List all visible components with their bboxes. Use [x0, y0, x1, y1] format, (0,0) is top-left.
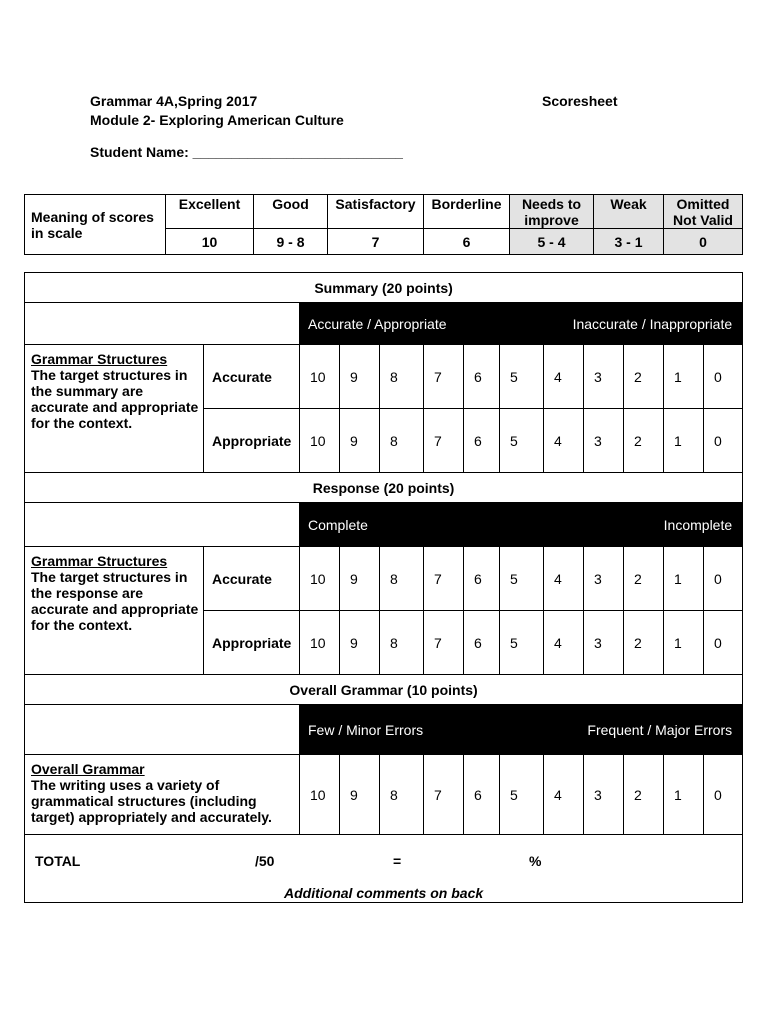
- scale-label-3: Borderline: [424, 195, 510, 229]
- score-option-9[interactable]: 9: [340, 345, 380, 409]
- score-option-5[interactable]: 5: [500, 409, 544, 473]
- section-title: Overall Grammar (10 points): [25, 675, 743, 705]
- module-title: Module 2- Exploring American Culture: [90, 112, 344, 128]
- score-option-1[interactable]: 1: [664, 547, 704, 611]
- scale-label-0: Excellent: [166, 195, 254, 229]
- score-option-4[interactable]: 4: [544, 611, 584, 675]
- student-name-field[interactable]: Student Name: ___________________________: [90, 144, 403, 160]
- course-title: Grammar 4A,Spring 2017: [90, 93, 258, 109]
- total-label: TOTAL: [35, 853, 81, 869]
- score-option-5[interactable]: 5: [500, 755, 544, 835]
- score-option-10[interactable]: 10: [300, 409, 340, 473]
- scale-label-2: Satisfactory: [328, 195, 424, 229]
- bar-right-label: Inaccurate / Inappropriate: [572, 315, 733, 332]
- score-option-1[interactable]: 1: [664, 409, 704, 473]
- score-option-3[interactable]: 3: [584, 611, 624, 675]
- criterion-accurate: Accurate: [204, 547, 300, 611]
- score-option-5[interactable]: 5: [500, 547, 544, 611]
- total-out-of[interactable]: /50: [255, 853, 275, 869]
- score-option-1[interactable]: 1: [664, 611, 704, 675]
- scale-value-1: 9 - 8: [254, 229, 328, 255]
- score-option-1[interactable]: 1: [664, 345, 704, 409]
- score-option-10[interactable]: 10: [300, 345, 340, 409]
- scale-direction-bar: [300, 705, 743, 755]
- scale-value-0: 10: [166, 229, 254, 255]
- score-option-7[interactable]: 7: [424, 547, 464, 611]
- score-option-5[interactable]: 5: [500, 345, 544, 409]
- criterion-description: Grammar Structures The target structures in the summary are accurate and appropriate for the context.: [25, 345, 204, 473]
- section-title: Response (20 points): [25, 473, 743, 503]
- score-option-1[interactable]: 1: [664, 755, 704, 835]
- score-option-8[interactable]: 8: [380, 547, 424, 611]
- scale-label-5: Weak: [594, 195, 664, 229]
- scale-value-5: 3 - 1: [594, 229, 664, 255]
- rubric-table: [24, 272, 743, 903]
- score-option-6[interactable]: 6: [464, 755, 500, 835]
- score-option-8[interactable]: 8: [380, 755, 424, 835]
- bar-right-label: Frequent / Major Errors: [587, 721, 733, 738]
- bar-left-label: Few / Minor Errors: [308, 721, 424, 738]
- scale-value-4: 5 - 4: [510, 229, 594, 255]
- score-option-6[interactable]: 6: [464, 409, 500, 473]
- bar-left-label: Accurate / Appropriate: [308, 315, 447, 332]
- scale-value-2: 7: [328, 229, 424, 255]
- score-option-10[interactable]: 10: [300, 611, 340, 675]
- blank-cell: [25, 303, 300, 345]
- score-option-4[interactable]: 4: [544, 409, 584, 473]
- score-option-6[interactable]: 6: [464, 611, 500, 675]
- score-option-3[interactable]: 3: [584, 409, 624, 473]
- score-option-5[interactable]: 5: [500, 611, 544, 675]
- total-equals: =: [393, 853, 402, 869]
- criterion-description: Grammar Structures The target structures in the response are accurate and appropriate for the context.: [25, 547, 204, 675]
- score-option-2[interactable]: 2: [624, 409, 664, 473]
- score-option-6[interactable]: 6: [464, 345, 500, 409]
- score-option-10[interactable]: 10: [300, 755, 340, 835]
- score-option-0[interactable]: 0: [704, 611, 743, 675]
- document-type: Scoresheet: [542, 93, 618, 109]
- score-option-7[interactable]: 7: [424, 611, 464, 675]
- bar-right-label: Incomplete: [663, 516, 733, 533]
- score-option-2[interactable]: 2: [624, 611, 664, 675]
- scale-label-4: Needs to improve: [510, 195, 594, 229]
- score-option-8[interactable]: 8: [380, 409, 424, 473]
- score-option-6[interactable]: 6: [464, 547, 500, 611]
- criterion-accurate: Accurate: [204, 345, 300, 409]
- score-option-9[interactable]: 9: [340, 611, 380, 675]
- score-option-4[interactable]: 4: [544, 547, 584, 611]
- total-percent[interactable]: %: [529, 853, 542, 869]
- criterion-appropriate: Appropriate: [204, 409, 300, 473]
- scale-label-1: Good: [254, 195, 328, 229]
- score-option-4[interactable]: 4: [544, 345, 584, 409]
- score-option-3[interactable]: 3: [584, 345, 624, 409]
- score-option-2[interactable]: 2: [624, 547, 664, 611]
- criterion-description: Overall Grammar The writing uses a variety of grammatical structures (including target) appropriately and accurately.: [25, 755, 300, 835]
- score-option-10[interactable]: 10: [300, 547, 340, 611]
- criterion-appropriate: Appropriate: [204, 611, 300, 675]
- score-option-9[interactable]: 9: [340, 755, 380, 835]
- score-option-9[interactable]: 9: [340, 547, 380, 611]
- score-option-3[interactable]: 3: [584, 547, 624, 611]
- score-option-0[interactable]: 0: [704, 755, 743, 835]
- scale-direction-bar: [300, 303, 743, 345]
- score-option-9[interactable]: 9: [340, 409, 380, 473]
- score-option-0[interactable]: 0: [704, 409, 743, 473]
- score-option-4[interactable]: 4: [544, 755, 584, 835]
- score-option-2[interactable]: 2: [624, 345, 664, 409]
- score-option-2[interactable]: 2: [624, 755, 664, 835]
- score-option-7[interactable]: 7: [424, 409, 464, 473]
- score-scale-table: [24, 194, 743, 255]
- score-option-0[interactable]: 0: [704, 547, 743, 611]
- score-option-3[interactable]: 3: [584, 755, 624, 835]
- total-section: [25, 835, 743, 903]
- bar-left-label: Complete: [308, 516, 368, 533]
- scale-direction-bar: [300, 503, 743, 547]
- score-option-8[interactable]: 8: [380, 345, 424, 409]
- scale-value-6: 0: [664, 229, 743, 255]
- score-option-7[interactable]: 7: [424, 755, 464, 835]
- meaning-of-scores-label: Meaning of scores in scale: [25, 195, 166, 255]
- section-title: Summary (20 points): [25, 273, 743, 303]
- blank-cell: [25, 503, 300, 547]
- score-option-8[interactable]: 8: [380, 611, 424, 675]
- scale-label-6: Omitted Not Valid: [664, 195, 743, 229]
- scale-value-3: 6: [424, 229, 510, 255]
- score-option-0[interactable]: 0: [704, 345, 743, 409]
- blank-cell: [25, 705, 300, 755]
- additional-comments-note: Additional comments on back: [284, 885, 484, 901]
- score-option-7[interactable]: 7: [424, 345, 464, 409]
